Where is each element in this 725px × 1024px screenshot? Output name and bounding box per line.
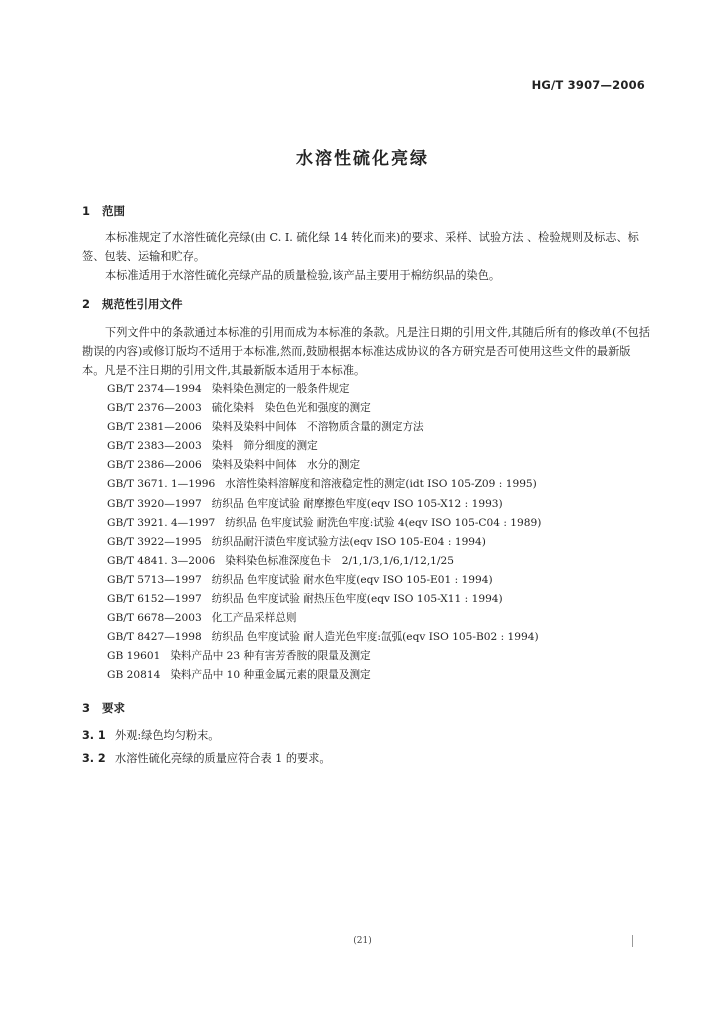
reference-item xyxy=(107,437,541,456)
reference-item xyxy=(107,475,541,494)
section-2-heading xyxy=(82,296,183,312)
document-title: 水溶性硫化亮绿 xyxy=(296,149,429,169)
reference-item xyxy=(107,609,541,628)
reference-item xyxy=(107,571,541,590)
reference-code: GB/T 3921. 4—1997 xyxy=(107,516,216,529)
section-title: 范围 xyxy=(102,204,125,218)
reference-title: 染料产品中 10 种重金属元素的限量及测定 xyxy=(170,669,371,682)
reference-code: GB/T 6678—2003 xyxy=(107,612,202,625)
reference-item xyxy=(107,418,541,437)
page-number: (21) xyxy=(353,936,372,946)
reference-item xyxy=(107,628,541,647)
reference-code: GB 20814 xyxy=(107,669,161,682)
clause-text: 水溶性硫化亮绿的质量应符合表 1 的要求。 xyxy=(115,752,331,765)
requirement-item xyxy=(82,750,331,766)
reference-code: GB/T 2381—2006 xyxy=(107,421,202,434)
reference-title: 化工产品采样总则 xyxy=(211,612,297,625)
scope-paragraph-2: 本标准适用于水溶性硫化亮绿产品的质量检验,该产品主要用于棉纺织品的染色。 xyxy=(105,269,501,282)
section-3-heading xyxy=(82,700,125,716)
reference-title: 染料染色标准深度色卡 2/1,1/3,1/6,1/12,1/25 xyxy=(225,554,454,567)
reference-code: GB 19601 xyxy=(107,650,161,663)
section-number: 2 xyxy=(82,297,91,311)
section-title: 规范性引用文件 xyxy=(102,297,183,311)
reference-code: GB/T 3920—1997 xyxy=(107,497,202,510)
reference-item xyxy=(107,552,541,571)
reference-title: 硫化染料 染色色光和强度的测定 xyxy=(211,402,371,415)
reference-code: GB/T 3671. 1—1996 xyxy=(107,478,216,491)
reference-item xyxy=(107,514,541,533)
reference-code: GB/T 2383—2003 xyxy=(107,440,202,453)
clause-number: 3. 2 xyxy=(82,752,106,765)
clause-number: 3. 1 xyxy=(82,729,106,742)
reference-list xyxy=(107,380,541,686)
reference-title: 染料产品中 23 种有害芳香胺的限量及测定 xyxy=(170,650,371,663)
clause-text: 外观:绿色均匀粉末。 xyxy=(115,729,220,742)
reference-title: 纺织品 色牢度试验 耐摩擦色牢度(eqv ISO 105-X12 : 1993) xyxy=(211,497,503,510)
section-number: 1 xyxy=(82,204,91,218)
reference-item xyxy=(107,495,541,514)
reference-title: 染料及染料中间体 水分的测定 xyxy=(211,459,361,472)
reference-item xyxy=(107,647,541,666)
reference-title: 纺织品 色牢度试验 耐洗色牢度:试验 4(eqv ISO 105-C04 : 1989) xyxy=(225,516,542,529)
reference-title: 染料及染料中间体 不溶物质含量的测定方法 xyxy=(211,421,424,434)
reference-code: GB/T 2386—2006 xyxy=(107,459,202,472)
reference-title: 染料 筛分细度的测定 xyxy=(211,440,318,453)
reference-title: 纺织品耐汗渍色牢度试验方法(eqv ISO 105-E04 : 1994) xyxy=(211,535,486,548)
requirement-item xyxy=(82,727,219,743)
reference-title: 纺织品 色牢度试验 耐人造光色牢度:氙弧(eqv ISO 105-B02 : 1994) xyxy=(211,631,539,644)
reference-code: GB/T 8427—1998 xyxy=(107,631,202,644)
reference-code: GB/T 2374—1994 xyxy=(107,383,202,395)
reference-code: GB/T 2376—2003 xyxy=(107,402,202,415)
reference-item xyxy=(107,399,541,418)
references-intro-paragraph: 下列文件中的条款通过本标准的引用而成为本标准的条款。凡是注日期的引用文件,其随后所有的修改单(不包括勘误的内容)或修订版均不适用于本标准,然而,鼓励根据本标准达成协议的各方研究是否可使用这些文件的最新版本。凡是不注日期的引用文件,其最新版本适用于本标准。 xyxy=(82,326,650,377)
standard-code: HG/T 3907—2006 xyxy=(531,78,645,92)
reference-code: GB/T 3922—1995 xyxy=(107,535,202,548)
reference-item xyxy=(107,666,541,685)
reference-code: GB/T 4841. 3—2006 xyxy=(107,554,216,567)
section-title: 要求 xyxy=(102,701,125,715)
scan-edge-mark xyxy=(632,935,633,947)
reference-code: GB/T 5713—1997 xyxy=(107,573,202,586)
reference-title: 纺织品 色牢度试验 耐水色牢度(eqv ISO 105-E01 : 1994) xyxy=(211,573,493,586)
reference-title: 纺织品 色牢度试验 耐热压色牢度(eqv ISO 105-X11 : 1994) xyxy=(211,593,503,606)
reference-code: GB/T 6152—1997 xyxy=(107,593,202,606)
scope-paragraph-1: 本标准规定了水溶性硫化亮绿(由 C. I. 硫化绿 14 转化而来)的要求、采样、试验方法 、检验规则及标志、标签、包装、运输和贮存。 xyxy=(82,231,639,263)
reference-item xyxy=(107,533,541,552)
reference-item xyxy=(107,456,541,475)
section-1-heading xyxy=(82,203,125,219)
reference-title: 水溶性染料溶解度和溶液稳定性的测定(idt ISO 105-Z09 : 1995) xyxy=(225,478,537,491)
reference-item xyxy=(107,590,541,609)
reference-item xyxy=(107,380,541,399)
reference-title: 染料染色测定的一般条件规定 xyxy=(211,383,350,395)
section-number: 3 xyxy=(82,701,91,715)
